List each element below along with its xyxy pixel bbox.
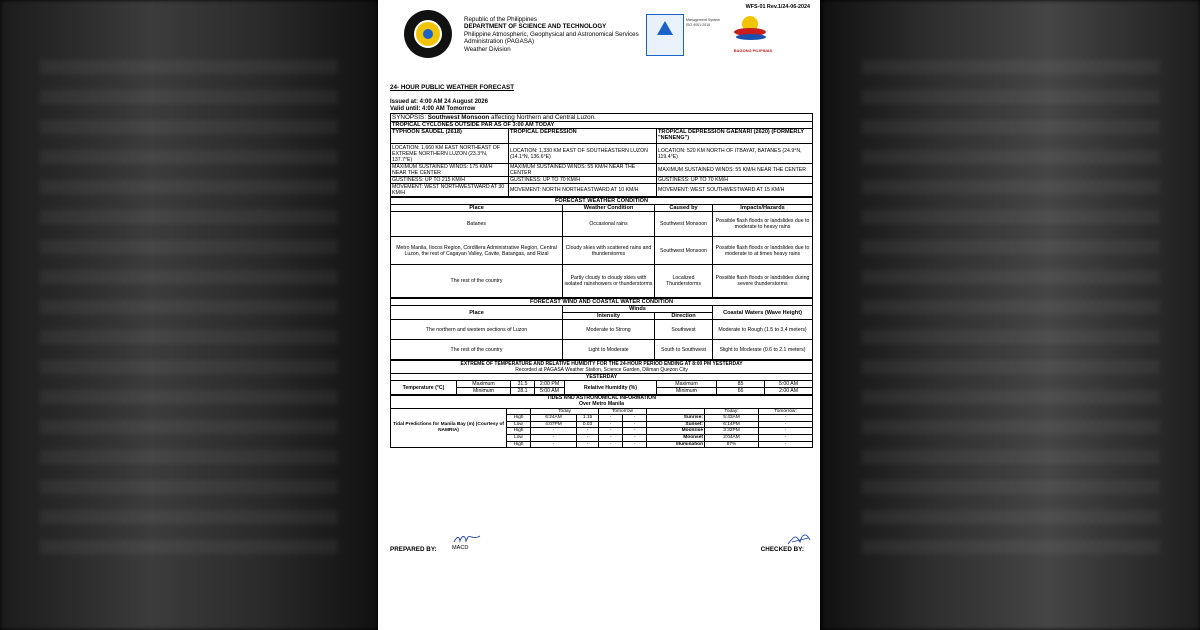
background-blur-right [822, 0, 1200, 630]
wind-row-1-direction: Southwest [655, 320, 713, 340]
document-footer [390, 536, 812, 566]
astro-row-1-label: Sunrise: [647, 415, 705, 422]
tide-row-5-height: - [577, 441, 599, 448]
tide-row-4-time-tomorrow: - [599, 434, 623, 441]
rh-max-value: 85 [717, 381, 765, 388]
temp-min-value: 28.1 [511, 388, 535, 395]
astro-row-2-today: 6:14PM [705, 421, 759, 428]
tides-heading: TIDES AND ASTRONOMICAL INFORMATION [391, 396, 813, 402]
cyclone-2-movement: MOVEMENT: NORTH NORTHEASTWARD AT 10 KM/H [509, 184, 657, 197]
cyclone-3-winds: MAXIMUM SUSTAINED WINDS: 55 KM/H NEAR THE CENTER [657, 164, 813, 177]
weather-row-2-cause: Southwest Monsoon [655, 237, 713, 265]
cyclone-2-winds: MAXIMUM SUSTAINED WINDS: 55 KM/H NEAR THE CENTER [509, 164, 657, 177]
temp-min-time: 5:00 AM [535, 388, 565, 395]
valid-until: Valid until: 4:00 AM Tomorrow [390, 106, 476, 112]
weather-condition-table [390, 197, 813, 298]
tide-row-4-time: - [531, 434, 577, 441]
weather-row-3-condition: Partly cloudy to cloudy skies with isolated rainshowers or thunderstorms [563, 265, 655, 298]
cyclone-1-winds: MAXIMUM SUSTAINED WINDS: 175 KM/H NEAR THE CENTER [391, 164, 509, 177]
document-header [378, 0, 820, 78]
astro-row-2-label: Sunset: [647, 421, 705, 428]
tides-subheading: Over Metro Manila [391, 402, 813, 408]
temperature-label: Temperature (°C) [391, 381, 457, 395]
weather-row-1-place: Batanes [391, 212, 563, 237]
weather-row-3-place: The rest of the country [391, 265, 563, 298]
temp-min-label: Minimum [457, 388, 511, 395]
cyclone-2-gust: GUSTINESS: UP TO 70 KM/H [509, 177, 657, 184]
tidal-predictions-label: Tidal Predictions for Manila Bay (m) (Courtesy of NAMRIA) [391, 408, 507, 448]
tides-tomorrow-header: Tomorrow [599, 408, 647, 415]
astro-today-header: Today: [705, 408, 759, 415]
weather-row-3-cause: Localized Thunderstorms [655, 265, 713, 298]
temp-max-time: 2:00 PM [535, 381, 565, 388]
cyclone-2-location: LOCATION: 1,330 KM EAST OF SOUTHEASTERN LUZON (14.1°N, 136.6°E) [509, 144, 657, 164]
temp-max-value: 31.5 [511, 381, 535, 388]
astro-row-3-today: 3:32PM [705, 428, 759, 435]
wind-row-2-coastal: Slight to Moderate (0.6 to 2.1 meters) [713, 340, 813, 360]
yesterday-label: YESTERDAY [391, 374, 813, 381]
tide-row-2-time: 4:07PM [531, 421, 577, 428]
tide-row-5-height-tomorrow: - [623, 441, 647, 448]
wind-header-place: Place [391, 306, 563, 320]
tide-row-2-height: 0.03 [577, 421, 599, 428]
tide-row-3-time-tomorrow: - [599, 428, 623, 435]
bagong-pilipinas-text: BAGONG PILIPINAS [733, 48, 773, 53]
iso-text: Management System ISO 9001:2015 [686, 18, 720, 27]
agency-line-4: Weather Division [464, 45, 511, 53]
tide-row-1-height-tomorrow: - [623, 415, 647, 422]
tides-today-header: Today [531, 408, 599, 415]
rh-min-time: 2:00 AM [765, 388, 813, 395]
tide-row-4-type: Low [507, 434, 531, 441]
agency-block [464, 16, 644, 53]
wind-header-intensity: Intensity [563, 313, 655, 320]
tide-row-5-time-tomorrow: - [599, 441, 623, 448]
synopsis-row [391, 114, 813, 122]
wind-row-2-direction: South to Southwest [655, 340, 713, 360]
tide-row-1-time-tomorrow: - [599, 415, 623, 422]
agency-line-2: DEPARTMENT OF SCIENCE AND TECHNOLOGY [464, 23, 607, 31]
humidity-label: Relative Humidity (%) [565, 381, 657, 395]
astro-tomorrow-header: Tomorrow: [759, 408, 813, 415]
wind-header-winds: Winds [563, 306, 713, 313]
tide-row-2-type: Low [507, 421, 531, 428]
extreme-subheading: Recorded at PAGASA Weather Station, Science Garden, Diliman Quezon City [391, 367, 813, 374]
rh-max-time: 5:00 AM [765, 381, 813, 388]
weather-header-place: Place [391, 205, 563, 212]
wind-row-2-place: The rest of the country [391, 340, 563, 360]
extreme-table [390, 360, 813, 395]
tide-row-2-time-tomorrow: - [599, 421, 623, 428]
tide-row-4-height: - [577, 434, 599, 441]
astro-row-1-today: 5:43AM [705, 415, 759, 422]
astro-row-4-today: 2:04AM [705, 434, 759, 441]
tide-row-5-time: - [531, 441, 577, 448]
synopsis-label: SYNOPSIS: [392, 114, 426, 121]
weather-row-2-impact: Possible flash floods or landslides due to moderate to at times heavy rains [713, 237, 813, 265]
rh-min-label: Minimum [657, 388, 717, 395]
tide-row-3-height: - [577, 428, 599, 435]
pagasa-logo-icon [404, 10, 452, 58]
astro-row-2-tomorrow: - [759, 421, 813, 428]
weather-row-3-impact: Possible flash floods or landslides during severe thunderstorms [713, 265, 813, 298]
weather-header-impacts: Impacts/Hazards [713, 205, 813, 212]
wind-heading: FORECAST WIND AND COASTAL WATER CONDITION [391, 299, 813, 306]
wind-coastal-table [390, 298, 813, 360]
document-revision: WFS-01 Rev.1/24-06-2024 [745, 4, 810, 10]
wind-header-direction: Direction [655, 313, 713, 320]
document-title: 24- HOUR PUBLIC WEATHER FORECAST [390, 84, 515, 91]
cyclone-3-location: LOCATION: 520 KM NORTH OF ITBAYAT, BATANES (24.9°N, 119.4°E) [657, 144, 813, 164]
cyclone-1-movement: MOVEMENT: WEST NORTHWESTWARD AT 30 KM/H [391, 184, 509, 197]
temp-max-label: Maximum [457, 381, 511, 388]
weather-row-2-place: Metro Manila, Ilocos Region, Cordillera Administrative Region, Central Luzon, the rest of Cagayan Valley, Cavite, Batangas, and Rizal [391, 237, 563, 265]
astro-row-1-tomorrow: - [759, 415, 813, 422]
agency-line-1: Republic of the Philippines [464, 16, 537, 23]
tide-row-3-height-tomorrow: - [623, 428, 647, 435]
weather-header-condition: Weather Condition [563, 205, 655, 212]
tide-row-3-type: High [507, 428, 531, 435]
weather-row-1-impact: Possible flash floods or landslides due to moderate to heavy rains [713, 212, 813, 237]
astro-row-4-tomorrow: - [759, 434, 813, 441]
cyclone-3-gust: GUSTINESS: UP TO 70 KM/H [657, 177, 813, 184]
cyclone-3-movement: MOVEMENT: WEST SOUTHWESTWARD AT 15 KM/H [657, 184, 813, 197]
agency-line-3: Philippine Atmospheric, Geophysical and Astronomical Services Administration (PAGASA) [464, 30, 639, 46]
tide-row-1-height: 1.15 [577, 415, 599, 422]
weather-row-1-condition: Occasional rains [563, 212, 655, 237]
cyclone-1-gust: GUSTINESS: UP TO 215 KM/H [391, 177, 509, 184]
forecast-document [378, 0, 820, 630]
background-blur-left [0, 0, 378, 630]
astro-row-3-label: Moonrise [647, 428, 705, 435]
astro-row-4-label: Moonset [647, 434, 705, 441]
iso-certification-icon [646, 14, 684, 56]
astro-row-5-tomorrow: - [759, 441, 813, 448]
issued-at: Issued at: 4:00 AM 24 August 2026 [390, 99, 488, 105]
tide-row-1-time: 6:24AM [531, 415, 577, 422]
wind-row-2-intensity: Light to Moderate [563, 340, 655, 360]
astro-row-5-today: 87% [705, 441, 759, 448]
prepared-by-initials: MACD [452, 545, 469, 551]
checked-by-label: CHECKED BY: [760, 546, 804, 553]
weather-row-2-condition: Cloudy skies with scattered rains and thunderstorms [563, 237, 655, 265]
weather-row-1-cause: Southwest Monsoon [655, 212, 713, 237]
cyclone-3-name: TROPICAL DEPRESSION GAENARI (2620) (FORMERLY "NENENG") [657, 129, 813, 144]
prepared-signature-icon [452, 534, 482, 544]
wind-row-1-intensity: Moderate to Strong [563, 320, 655, 340]
rh-min-value: 66 [717, 388, 765, 395]
astro-row-3-tomorrow: - [759, 428, 813, 435]
prepared-by-label: PREPARED BY: [390, 546, 437, 553]
document-content [390, 82, 812, 448]
issue-info [390, 99, 812, 113]
wind-header-coastal: Coastal Waters (Wave Height) [713, 306, 813, 320]
synopsis-cyclones-table [390, 113, 813, 197]
tides-table [390, 395, 813, 448]
wind-row-1-place: The northern and western sections of Luzon [391, 320, 563, 340]
weather-header-cause: Caused by [655, 205, 713, 212]
cyclone-2-name: TROPICAL DEPRESSION [509, 129, 657, 144]
extreme-heading: EXTREME OF TEMPERATURE AND RELATIVE HUMIDITY FOR THE 24-HOUR PERIOD ENDING AT 8:00 PM YESTERDAY [391, 361, 813, 368]
rh-max-label: Maximum [657, 381, 717, 388]
bagong-pilipinas-logo-icon [734, 16, 768, 46]
tide-row-4-height-tomorrow: - [623, 434, 647, 441]
cyclone-1-name: TYPHOON SAUDEL (2618) [391, 129, 509, 144]
tide-row-2-height-tomorrow: - [623, 421, 647, 428]
tide-row-5-type: High [507, 441, 531, 448]
wind-row-1-coastal: Moderate to Rough (1.5 to 3.4 meters) [713, 320, 813, 340]
synopsis-system: Southwest Monsoon [427, 114, 490, 121]
cyclones-heading: TROPICAL CYCLONES OUTSIDE PAR AS OF 3:00 AM TODAY [391, 122, 813, 129]
synopsis-text: affecting Northern and Central Luzon. [491, 114, 596, 121]
cyclone-1-location: LOCATION: 1,660 KM EAST NORTHEAST OF EXTREME NORTHERN LUZON (23.3°N, 137.7°E) [391, 144, 509, 164]
checked-signature-icon [786, 530, 812, 548]
tide-row-1-type: High [507, 415, 531, 422]
astro-row-5-label: Illumination [647, 441, 705, 448]
weather-heading: FORECAST WEATHER CONDITION [391, 198, 813, 205]
tide-row-3-time: - [531, 428, 577, 435]
